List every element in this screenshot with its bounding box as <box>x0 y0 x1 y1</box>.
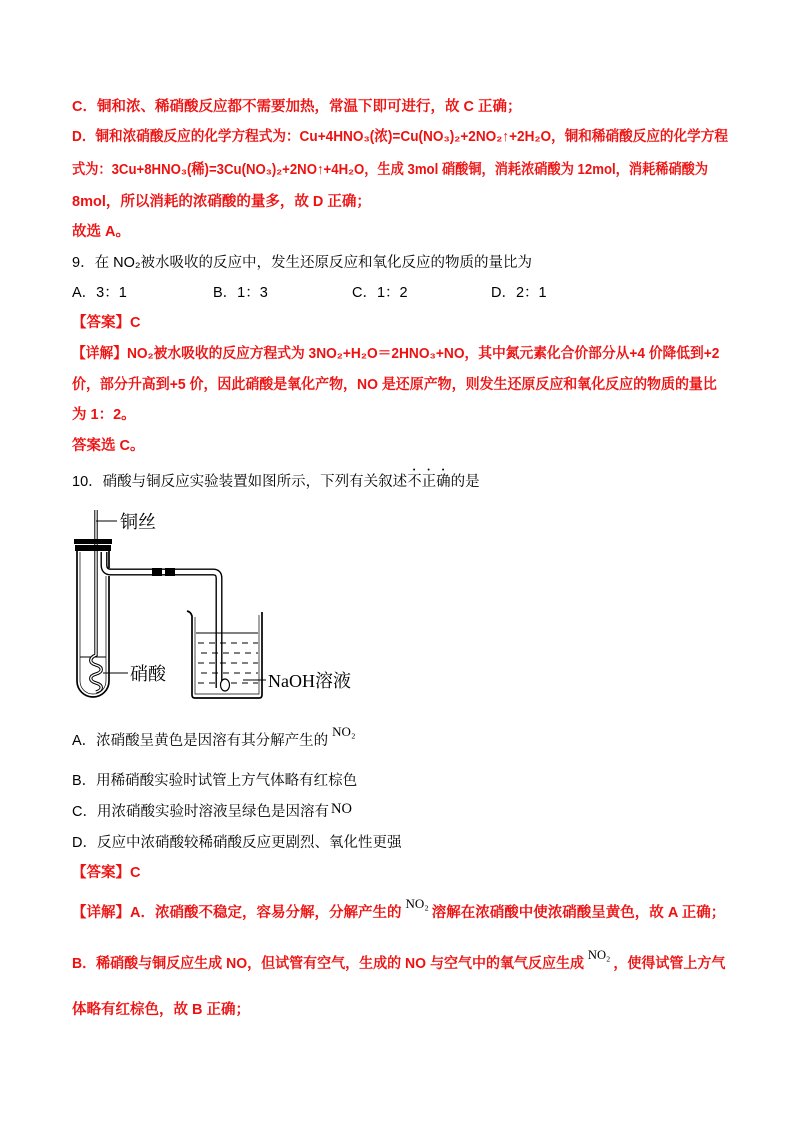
q9-answer: 【答案】C <box>72 315 141 331</box>
q9-option-a: A．3：1 <box>72 285 127 301</box>
q8-option-d-analysis-line-3: 8mol，所以消耗的浓硝酸的量多，故 D 正确； <box>72 194 371 210</box>
q10-explanation-line-2 <box>72 947 726 975</box>
q10-explanation-line-2-before: B．稀硝酸与铜反应生成 NO，但试管有空气，生成的 NO 与空气中的氧气反应生成 <box>72 956 585 972</box>
q10-explanation-line-1-formula: NO₂ <box>405 896 429 911</box>
apparatus-figure <box>70 505 390 705</box>
q10-option-d: D．反应中浓硝酸较稀硝酸反应更剧烈、氧化性更强 <box>72 835 402 851</box>
label-nitric-acid: 硝酸 <box>130 664 166 684</box>
q10-stem-emphasis: 不正确 <box>407 474 451 490</box>
naoh-solution <box>196 633 258 683</box>
q10-option-a-text: A．浓硝酸呈黄色是因溶有其分解产生的 <box>72 733 329 749</box>
q10-option-c <box>72 801 728 823</box>
q8-option-c-analysis: C．铜和浓、稀硝酸反应都不需要加热，常温下即可进行，故 C 正确； <box>72 99 522 115</box>
copper-wire <box>91 510 102 692</box>
q10-option-a <box>72 724 728 752</box>
q8-option-d-analysis-line-2: 式为：3Cu+8HNO₃(稀)=3Cu(NO₃)₂+2NO↑+4H₂O，生成 3mol 硝酸铜，消耗浓硝酸为 12mol，消耗稀硝酸为 <box>72 162 709 178</box>
q9-explanation-line-3: 为 1：2。 <box>72 407 136 423</box>
q10-stem <box>72 467 728 489</box>
q10-option-c-text: C．用浓硝酸实验时溶液呈绿色是因溶有 <box>72 804 329 820</box>
q9-option-c: C．1：2 <box>352 285 408 301</box>
q9-conclusion: 答案选 C。 <box>72 438 145 454</box>
q8-conclusion: 故选 A。 <box>72 224 130 240</box>
q10-explanation-line-3: 体略有红棕色，故 B 正确； <box>72 1002 251 1018</box>
q9-explanation-line-1: 【详解】NO₂被水吸收的反应方程式为 3NO₂+H₂O＝2HNO₃+NO，其中氮元素化合价部分从+4 价降低到+2 <box>72 346 720 362</box>
q10-option-a-formula: NO₂ <box>332 724 356 739</box>
q9-option-b: B．1：3 <box>213 285 268 301</box>
q10-explanation-line-2-formula: NO₂ <box>587 947 611 962</box>
q10-explanation-line-1-after: 溶解在浓硝酸中使浓硝酸呈黄色，故 A 正确； <box>431 905 726 921</box>
q9-stem: 9．在 NO₂被水吸收的反应中，发生还原反应和氧化反应的物质的量比为 <box>72 255 532 271</box>
gas-outlet-bulb <box>221 679 230 691</box>
q10-stem-suffix: 的是 <box>450 474 480 490</box>
label-naoh-solution: NaOH溶液 <box>268 671 351 691</box>
q10-option-c-formula: NO <box>330 801 352 817</box>
q10-explanation-line-2-after: ，使得试管上方气 <box>613 956 726 972</box>
q10-explanation-line-1 <box>72 896 726 924</box>
q10-answer: 【答案】C <box>72 865 141 881</box>
q10-option-b: B．用稀硝酸实验时试管上方气体略有红棕色 <box>72 773 358 789</box>
label-copper-wire: 铜丝 <box>120 512 156 532</box>
q10-explanation-line-1-before: 【详解】A．浓硝酸不稳定，容易分解，分解产生的 <box>72 905 402 921</box>
q9-explanation-line-2: 价，部分升高到+5 价，因此硝酸是氧化产物，NO 是还原产物，则发生还原反应和氧化反应的物质的量比 <box>72 377 717 393</box>
q10-stem-prefix: 10．硝酸与铜反应实验装置如图所示，下列有关叙述 <box>72 474 408 490</box>
stopper <box>74 539 112 551</box>
q9-option-d: D．2：1 <box>491 285 547 301</box>
q8-option-d-analysis-line-1: D．铜和浓硝酸反应的化学方程式为：Cu+4HNO₃(浓)=Cu(NO₃)₂+2NO₂↑+2H₂O，铜和稀硝酸反应的化学方程 <box>72 129 728 145</box>
